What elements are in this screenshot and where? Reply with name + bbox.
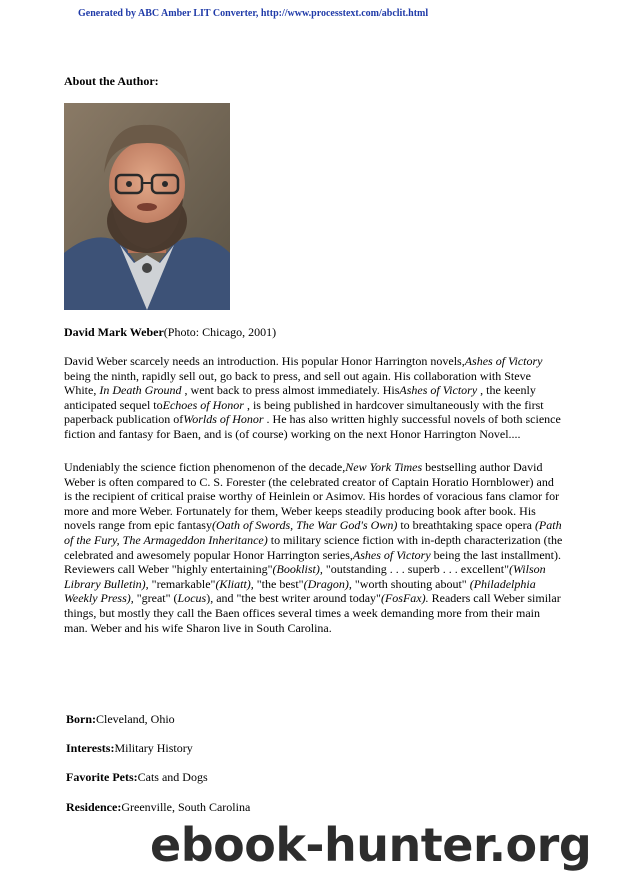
fact-pets-label: Favorite Pets: — [66, 770, 138, 784]
fact-pets — [66, 770, 208, 785]
paragraph2-run: Ashes of Victory — [352, 547, 431, 562]
photo-credit: (Photo: Chicago, 2001) — [163, 325, 277, 339]
paragraph2-run: (Dragon), — [303, 576, 352, 591]
fact-residence-label: Residence: — [66, 800, 122, 814]
paragraph1-run: Echoes of Honor — [162, 397, 244, 412]
photo-caption — [64, 325, 276, 340]
paragraph1-run: Worlds of Honor — [183, 412, 264, 427]
paragraph2-run: (Philadelphia Weekly Press), — [64, 576, 536, 606]
paragraph2-run: "outstanding . . . superb . . . excellent" — [322, 562, 509, 577]
paragraph1-run: Ashes of Victory — [464, 354, 543, 368]
generator-link[interactable]: Generated by ABC Amber LIT Converter, http://www.processtext.com/abclit.html — [78, 8, 429, 19]
author-photo — [64, 103, 230, 310]
paragraph2-run: being the last installment). Reviewers call Weber "highly entertaining" — [64, 547, 561, 577]
paragraph2-run: (Kliatt), — [215, 576, 254, 591]
paragraph1-run: , went back to press almost immediately. His — [181, 383, 400, 398]
fact-interests — [66, 741, 193, 756]
paragraph2-run: to military science fiction with in-depth characterization (the celebrated and awesomely popular Honor Harrington series, — [64, 532, 563, 562]
paragraph2-run: Locus — [177, 591, 207, 606]
paragraph2-run: New York Times — [345, 460, 423, 474]
paragraph2-run: "great" ( — [133, 591, 178, 606]
paragraph2-run: to breathtaking space opera — [397, 518, 535, 533]
fact-interests-value: Military History — [114, 741, 193, 755]
paragraph2-run: (FosFax). — [380, 591, 429, 606]
paragraph2-run: "worth shouting about" — [351, 576, 470, 591]
fact-born-value: Cleveland, Ohio — [96, 712, 175, 726]
fact-residence — [66, 800, 250, 815]
bio-paragraph-1 — [64, 354, 564, 442]
paragraph2-run: (Path of the Fury, The Armageddon Inheritance) — [64, 518, 562, 547]
fact-born — [66, 712, 175, 727]
paragraph1-run: , is being published in hardcover simultaneously with the first paperback publication of — [64, 397, 544, 427]
paragraph2-run: (Oath of Swords, The War God's Own) — [211, 518, 398, 533]
paragraph2-run: "the best" — [253, 576, 304, 591]
fact-pets-value: Cats and Dogs — [137, 770, 208, 784]
author-name: David Mark Weber — [64, 325, 164, 339]
paragraph1-run: In Death Ground — [99, 383, 182, 398]
paragraph1-run: . He has also written highly successful novels of both science fiction and fantasy for Baen, and is (of course) working on the next Honor Harrington Novel.... — [64, 412, 561, 441]
paragraph2-run: Undeniably the science fiction phenomenon of the decade, — [64, 460, 346, 474]
paragraph2-run: Readers call Weber similar things, but mostly they call the Baen offices several times a week demanding more from their main man. Weber and his wife Sharon live in South Carolina. — [64, 591, 561, 635]
paragraph1-run: , the keenly anticipated sequel to — [64, 383, 536, 412]
paragraph1-run: being the ninth, rapidly sell out, go back to press, and sell out again. His collaboration with Steve White, — [64, 368, 531, 398]
paragraph2-run: (Booklist), — [272, 562, 323, 577]
paragraph1-run: David Weber scarcely needs an introduction. His popular Honor Harrington novels, — [64, 354, 465, 368]
section-title: About the Author: — [64, 74, 159, 88]
paragraph1-run: Ashes of Victory — [399, 383, 478, 398]
paragraph2-run: "remarkable" — [148, 576, 216, 591]
fact-born-label: Born: — [66, 712, 96, 726]
paragraph2-run: ), and "the best writer around today" — [206, 591, 381, 606]
bio-paragraph-2 — [64, 460, 564, 635]
author-portrait-image — [64, 103, 230, 310]
fact-residence-value: Greenville, South Carolina — [121, 800, 251, 814]
fact-interests-label: Interests: — [66, 741, 115, 755]
paragraph2-run: bestselling author David Weber is often compared to C. S. Forester (the celebrated creator of Captain Horatio Hornblower) and is the recipient of critical praise worthy of Heinlein or Asimov. His hordes of voracious fans clamor for more and more Weber. Fortunately for them, Weber keeps steadily producing book after book. His novels range from epic fantasy — [64, 460, 560, 533]
site-watermark: ebook-hunter.org — [150, 818, 592, 872]
paragraph2-run: (Wilson Library Bulletin), — [64, 562, 546, 591]
